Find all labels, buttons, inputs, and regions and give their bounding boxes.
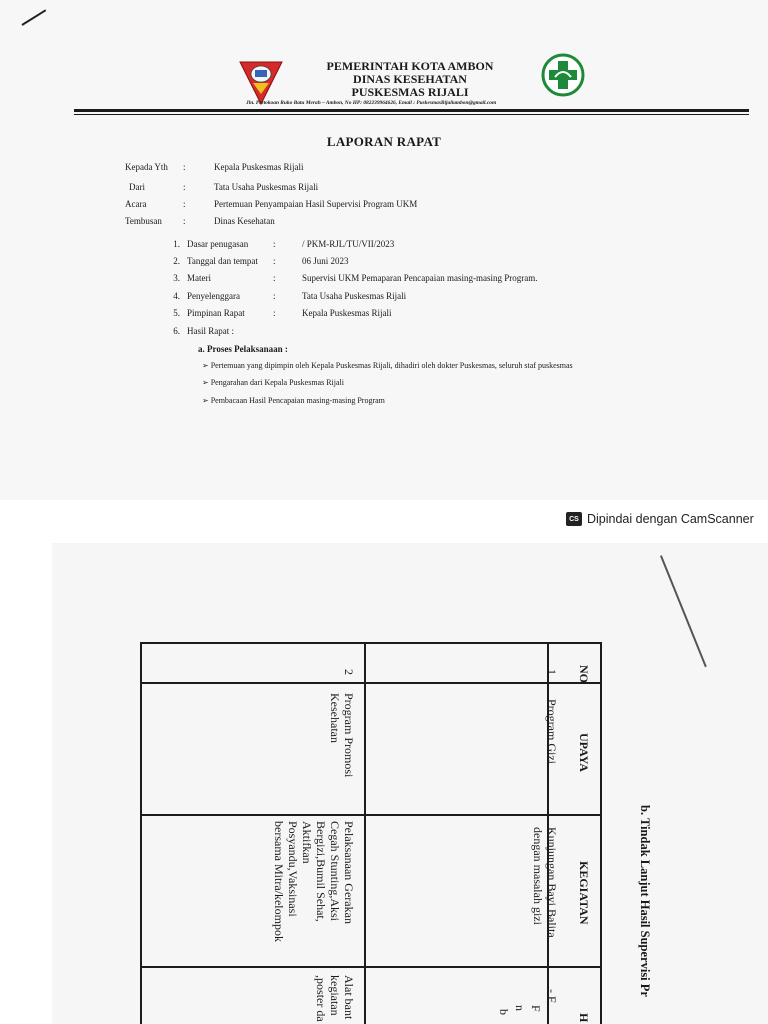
pen-mark [21,9,46,26]
proses-bullet-text: Pengarahan dari Kepala Puskesmas Rijali [210,378,344,387]
meta-value: Dinas Kesehatan [214,216,275,226]
report-title: LAPORAN RAPAT [326,134,442,149]
header-upaya: UPAYA [577,733,591,772]
item-number: 4. [173,291,180,301]
header-kegiatan: KEGIATAN [577,861,591,925]
row2-kegiatan-line: Cegah Stunting,Aksi [328,821,342,922]
meta-label: Kepada Yth [125,162,168,172]
row2-kegiatan-line: Bergizi,Bumil Sehat, [314,821,328,922]
item-number: 6. [173,326,180,336]
item-label: Hasil Rapat : [187,326,234,336]
ambon-city-emblem-icon [238,56,284,106]
table-border-right [600,642,602,1024]
meta-colon: : [183,182,186,192]
meta-value: Kepala Puskesmas Rijali [214,162,304,172]
item-colon: : [273,308,276,318]
letterhead-rule-thin [74,114,749,115]
letterhead-rule-thick [74,109,749,112]
item-number: 3. [173,273,180,283]
meta-colon: : [183,199,186,209]
item-value: / PKM-RJL/TU/VII/2023 [302,239,395,249]
header-hasil: H [577,1013,591,1023]
item-colon: : [273,291,276,301]
meta-label: Acara [125,199,147,209]
row1-kegiatan-line: Kunjungan Bayi Balita [545,827,559,938]
row1-hasil-line: b [497,1009,511,1015]
table-col-divider [140,966,600,968]
item-value: Supervisi UKM Pemaparan Pencapaian masing-masing Program. [302,273,538,283]
row2-hasil-line: Alat bant [342,975,356,1020]
camscanner-icon: CS [566,512,582,526]
item-value: Tata Usaha Puskesmas Rijali [302,291,407,301]
row1-upaya: Program Gizi [545,699,559,764]
row2-upaya-line: Program Promosi [342,693,356,778]
header-no: NO [577,665,591,683]
row2-hasil-line: kegiatan [328,975,342,1016]
item-label: Penyelenggara [187,291,240,301]
meta-label: Dari [129,182,145,192]
item-label: Materi [187,273,211,283]
item-colon: : [273,239,276,249]
row1-no: 1 [545,669,559,675]
meta-label: Tembusan [125,216,162,226]
letterhead-line-1: PEMERINTAH KOTA AMBON [326,59,494,73]
meta-colon: : [183,216,186,226]
letterhead-address: Jln. Pertokoan Ruko Batu Merah – Ambon, No HP: 082239964626, Email : PuskesmasRijaliambon@gmail.com [246,100,497,106]
table-row-divider [364,642,366,1024]
camscanner-label: Dipindai dengan CamScanner [587,512,754,526]
meta-value: Tata Usaha Puskesmas Rijali [214,182,319,192]
item-colon: : [273,256,276,266]
row1-hasil-line: - F [545,989,559,1003]
row2-kegiatan-line: Aktifkan [300,821,314,864]
page-two [52,543,768,1024]
item-label: Dasar penugasan [187,239,249,249]
row2-kegiatan-line: bersama Mitra/kelompok [272,821,286,942]
letterhead-title [310,60,510,99]
proses-bullet-text: Pembacaan Hasil Pencapaian masing-masing Program [210,396,385,405]
meta-colon: : [183,162,186,172]
health-ministry-logo-icon [541,53,585,97]
letterhead-line-2: DINAS KESEHATAN [353,72,467,86]
row2-kegiatan-line: Posyandu,Vaksinasi [286,821,300,917]
proses-bullet: ➢ Pembacaan Hasil Pencapaian masing-masing Program [202,396,385,405]
item-label: Pimpinan Rapat [187,308,245,318]
item-value: 06 Juni 2023 [302,256,349,266]
row1-hasil-line: n [513,1005,527,1011]
section-b-title: b. Tindak Lanjut Hasil Supervisi Pr [638,805,652,997]
row1-hasil-line: F [529,1005,543,1012]
row2-kegiatan-line: Pelaksanaan Gerakan [342,821,356,924]
item-number: 2. [173,256,180,266]
table-col-divider [140,814,600,816]
item-number: 1. [173,239,180,249]
row2-hasil-line: ,poster da [314,975,328,1022]
proses-heading: a. Proses Pelaksanaan : [198,344,288,354]
item-value: Kepala Puskesmas Rijali [302,308,392,318]
proses-bullet: ➢ Pertemuan yang dipimpin oleh Kepala Puskesmas Rijali, dihadiri oleh dokter Puskesmas, seluruh staf puskesmas [202,361,573,370]
item-number: 5. [173,308,180,318]
item-label: Tanggal dan tempat [187,256,258,266]
camscanner-badge [566,512,754,526]
table-border-top [140,642,600,644]
proses-bullet-text: Pertemuan yang dipimpin oleh Kepala Puskesmas Rijali, dihadiri oleh dokter Puskesmas, seluruh staf puskesmas [210,361,573,370]
meta-value: Pertemuan Penyampaian Hasil Supervisi Program UKM [214,199,418,209]
row1-kegiatan-line: dengan masalah gizi [531,827,545,925]
row2-upaya-line: Kesehatan [328,693,342,743]
row2-no: 2 [342,669,356,675]
page-one [0,0,768,500]
item-colon: : [273,273,276,283]
letterhead-line-3: PUSKESMAS RIJALI [351,85,469,99]
table-col-divider [140,682,600,684]
proses-bullet: ➢ Pengarahan dari Kepala Puskesmas Rijali [202,378,344,387]
